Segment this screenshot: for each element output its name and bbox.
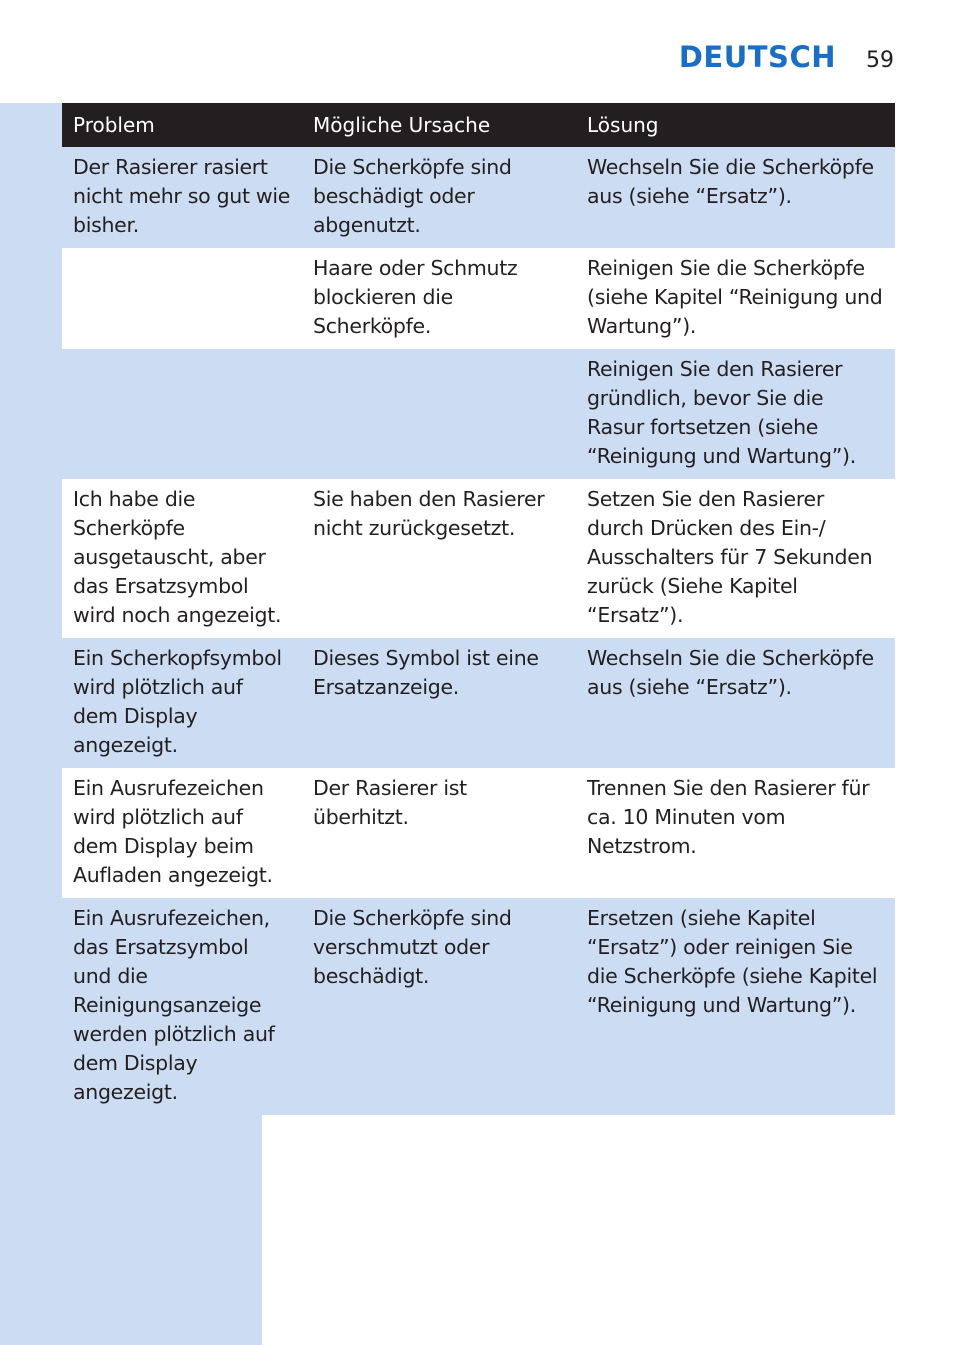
solution-cell: Trennen Sie den Rasierer für ca. 10 Minuten vom Netzstrom.	[576, 768, 895, 898]
cause-cell: Haare oder Schmutz blockieren die Scherköpfe.	[302, 248, 576, 349]
header-solution: Lösung	[576, 103, 895, 147]
table-row	[62, 147, 895, 248]
solution-cell: Wechseln Sie die Scherköpfe aus (siehe “Ersatz”).	[576, 147, 895, 248]
troubleshooting-table	[62, 103, 895, 1115]
table-row	[62, 898, 895, 1115]
cause-cell	[302, 349, 576, 479]
language-title: DEUTSCH	[678, 40, 836, 74]
header-problem: Problem	[62, 103, 302, 147]
problem-cell: Ein Ausrufezeichen, das Ersatzsymbol und die Reinigungsanzeige werden plötzlich auf dem Display angezeigt.	[62, 898, 302, 1115]
solution-cell: Reinigen Sie die Scherköpfe (siehe Kapitel “Reinigung und Wartung”).	[576, 248, 895, 349]
cause-cell: Der Rasierer ist überhitzt.	[302, 768, 576, 898]
header-cause: Mögliche Ursache	[302, 103, 576, 147]
problem-cell	[62, 248, 302, 349]
table-header-row	[62, 103, 895, 147]
page-number: 59	[866, 48, 894, 73]
table-row	[62, 349, 895, 479]
solution-cell: Setzen Sie den Rasierer durch Drücken des Ein-/ Ausschalters für 7 Sekunden zurück (Siehe Kapitel “Ersatz”).	[576, 479, 895, 638]
problem-cell: Der Rasierer rasiert nicht mehr so gut wie bisher.	[62, 147, 302, 248]
table-row	[62, 248, 895, 349]
solution-cell: Wechseln Sie die Scherköpfe aus (siehe “Ersatz”).	[576, 638, 895, 768]
table-row	[62, 768, 895, 898]
table-row	[62, 479, 895, 638]
solution-cell: Ersetzen (siehe Kapitel “Ersatz”) oder reinigen Sie die Scherköpfe (siehe Kapitel “Reinigung und Wartung”).	[576, 898, 895, 1115]
cause-cell: Die Scherköpfe sind beschädigt oder abgenutzt.	[302, 147, 576, 248]
table-row	[62, 638, 895, 768]
solution-cell: Reinigen Sie den Rasierer gründlich, bevor Sie die Rasur fortsetzen (siehe “Reinigung und Wartung”).	[576, 349, 895, 479]
problem-cell: Ich habe die Scherköpfe ausgetauscht, aber das Ersatzsymbol wird noch angezeigt.	[62, 479, 302, 638]
cause-cell: Die Scherköpfe sind verschmutzt oder beschädigt.	[302, 898, 576, 1115]
page-header	[679, 40, 894, 74]
cause-cell: Dieses Symbol ist eine Ersatzanzeige.	[302, 638, 576, 768]
problem-cell	[62, 349, 302, 479]
problem-cell: Ein Scherkopfsymbol wird plötzlich auf dem Display angezeigt.	[62, 638, 302, 768]
cause-cell: Sie haben den Rasierer nicht zurückgesetzt.	[302, 479, 576, 638]
problem-cell: Ein Ausrufezeichen wird plötzlich auf dem Display beim Aufladen angezeigt.	[62, 768, 302, 898]
